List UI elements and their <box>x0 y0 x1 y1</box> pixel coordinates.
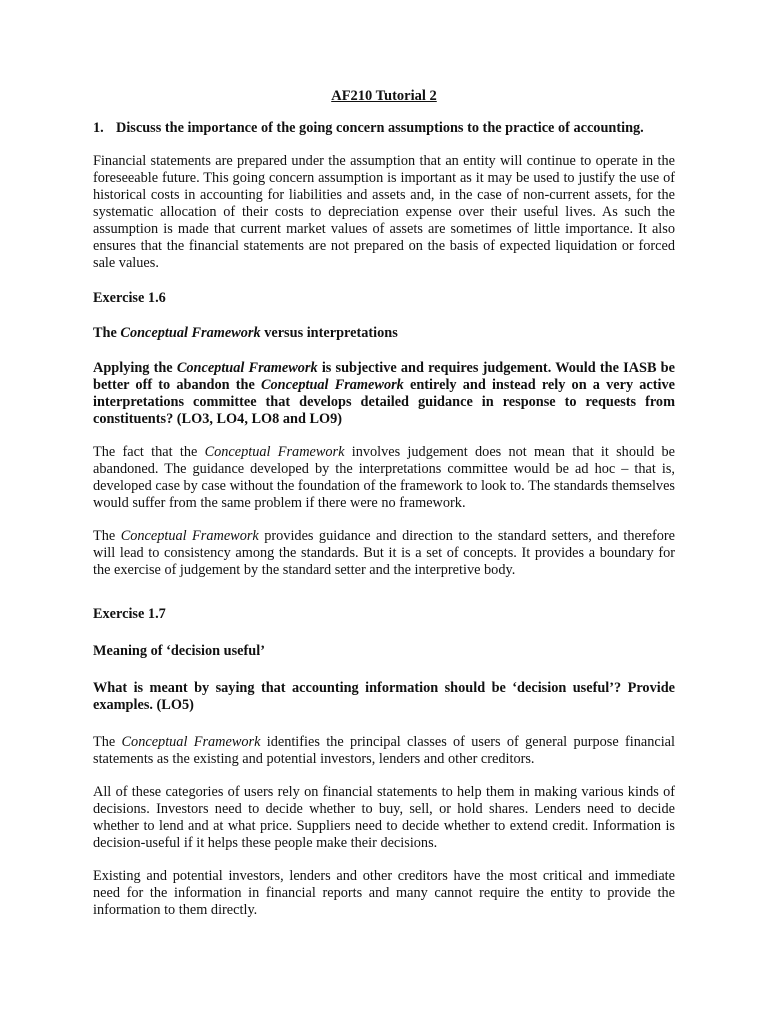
exercise-1-6-answer-2 <box>93 528 675 579</box>
exercise-1-7-heading: Exercise 1.7 <box>93 606 166 622</box>
exercise-1-6-subtitle <box>93 325 675 342</box>
question-italic-text: Conceptual Framework <box>176 360 318 376</box>
subtitle-italic-text: Conceptual Framework <box>120 325 261 341</box>
subtitle-text: The <box>93 325 121 341</box>
answer-italic-text: Conceptual Framework <box>121 734 261 750</box>
exercise-1-7-answer-1 <box>93 734 675 768</box>
answer-text: The <box>93 734 122 750</box>
answer-italic-text: Conceptual Framework <box>204 444 345 460</box>
question-1-text: Discuss the importance of the going concern assumptions to the practice of accounting. <box>116 120 644 136</box>
question-text: Applying the <box>93 360 177 376</box>
question-1 <box>93 120 675 137</box>
question-1-number: 1. <box>93 120 104 136</box>
exercise-1-7-question: What is meant by saying that accounting information should be ‘decision useful’? Provide examples. (LO5) <box>93 680 675 713</box>
document-page <box>93 82 675 919</box>
document-title: AF210 Tutorial 2 <box>331 88 437 104</box>
answer-text: involves judgement does not mean that it should be abandoned. The guidance developed by the interpretations committee would be ad hoc – that is, developed case by case without the foundation of the framework to look to. The standards themselves would suffer from the same problem if there were no framework. <box>93 444 675 511</box>
answer-text: The fact that the <box>93 444 205 460</box>
exercise-1-6-question <box>93 360 675 428</box>
question-1-answer: Financial statements are prepared under the assumption that an entity will continue to operate in the foreseeable future. This going concern assumption is important as it may be used to justify the use of historical costs in accounting for liabilities and assets and, in the case of non-current assets, for the systematic allocation of their costs to depreciation expense over their useful lives. As such the assumption is made that current market values of assets are sometimes of little importance. It also ensures that the financial statements are not prepared on the basis of expected liquidation or forced sale values. <box>93 153 675 271</box>
question-text: entirely and instead rely on a very active interpretations committee that develops detailed guidance in response to requests from constituents? (LO3, LO4, LO8 and LO9) <box>93 377 676 427</box>
answer-text: provides guidance and direction to the standard setters, and therefore will lead to consistency among the standards. But it is a set of concepts. It provides a boundary for the exercise of judgement by the standard setter and the interpretive body. <box>93 528 675 578</box>
exercise-1-6-answer-1 <box>93 444 675 512</box>
subtitle-text: versus interpretations <box>260 325 398 341</box>
answer-italic-text: Conceptual Framework <box>120 528 259 544</box>
exercise-1-7-answer-2: All of these categories of users rely on financial statements to help them in making various kinds of decisions. Investors need to decide whether to buy, sell, or hold shares. Lenders need to decide whether to lend and at what price. Suppliers need to decide whether to extend credit. Information is decision-useful if it helps these people make their decisions. <box>93 784 675 851</box>
question-italic-text: Conceptual Framework <box>261 377 404 393</box>
exercise-1-7-answer-3: Existing and potential investors, lenders and other creditors have the most critical and immediate need for the information in financial reports and many cannot require the entity to provide the information to them directly. <box>93 868 675 918</box>
answer-text: identifies the principal classes of users of general purpose financial statements as the existing and potential investors, lenders and other creditors. <box>93 734 676 767</box>
answer-text: The <box>93 528 121 544</box>
exercise-1-7-subtitle: Meaning of ‘decision useful’ <box>93 643 265 659</box>
exercise-1-6-heading: Exercise 1.6 <box>93 290 166 306</box>
question-text: is subjective and requires judgement. Would the IASB be better off to abandon the <box>93 360 675 393</box>
